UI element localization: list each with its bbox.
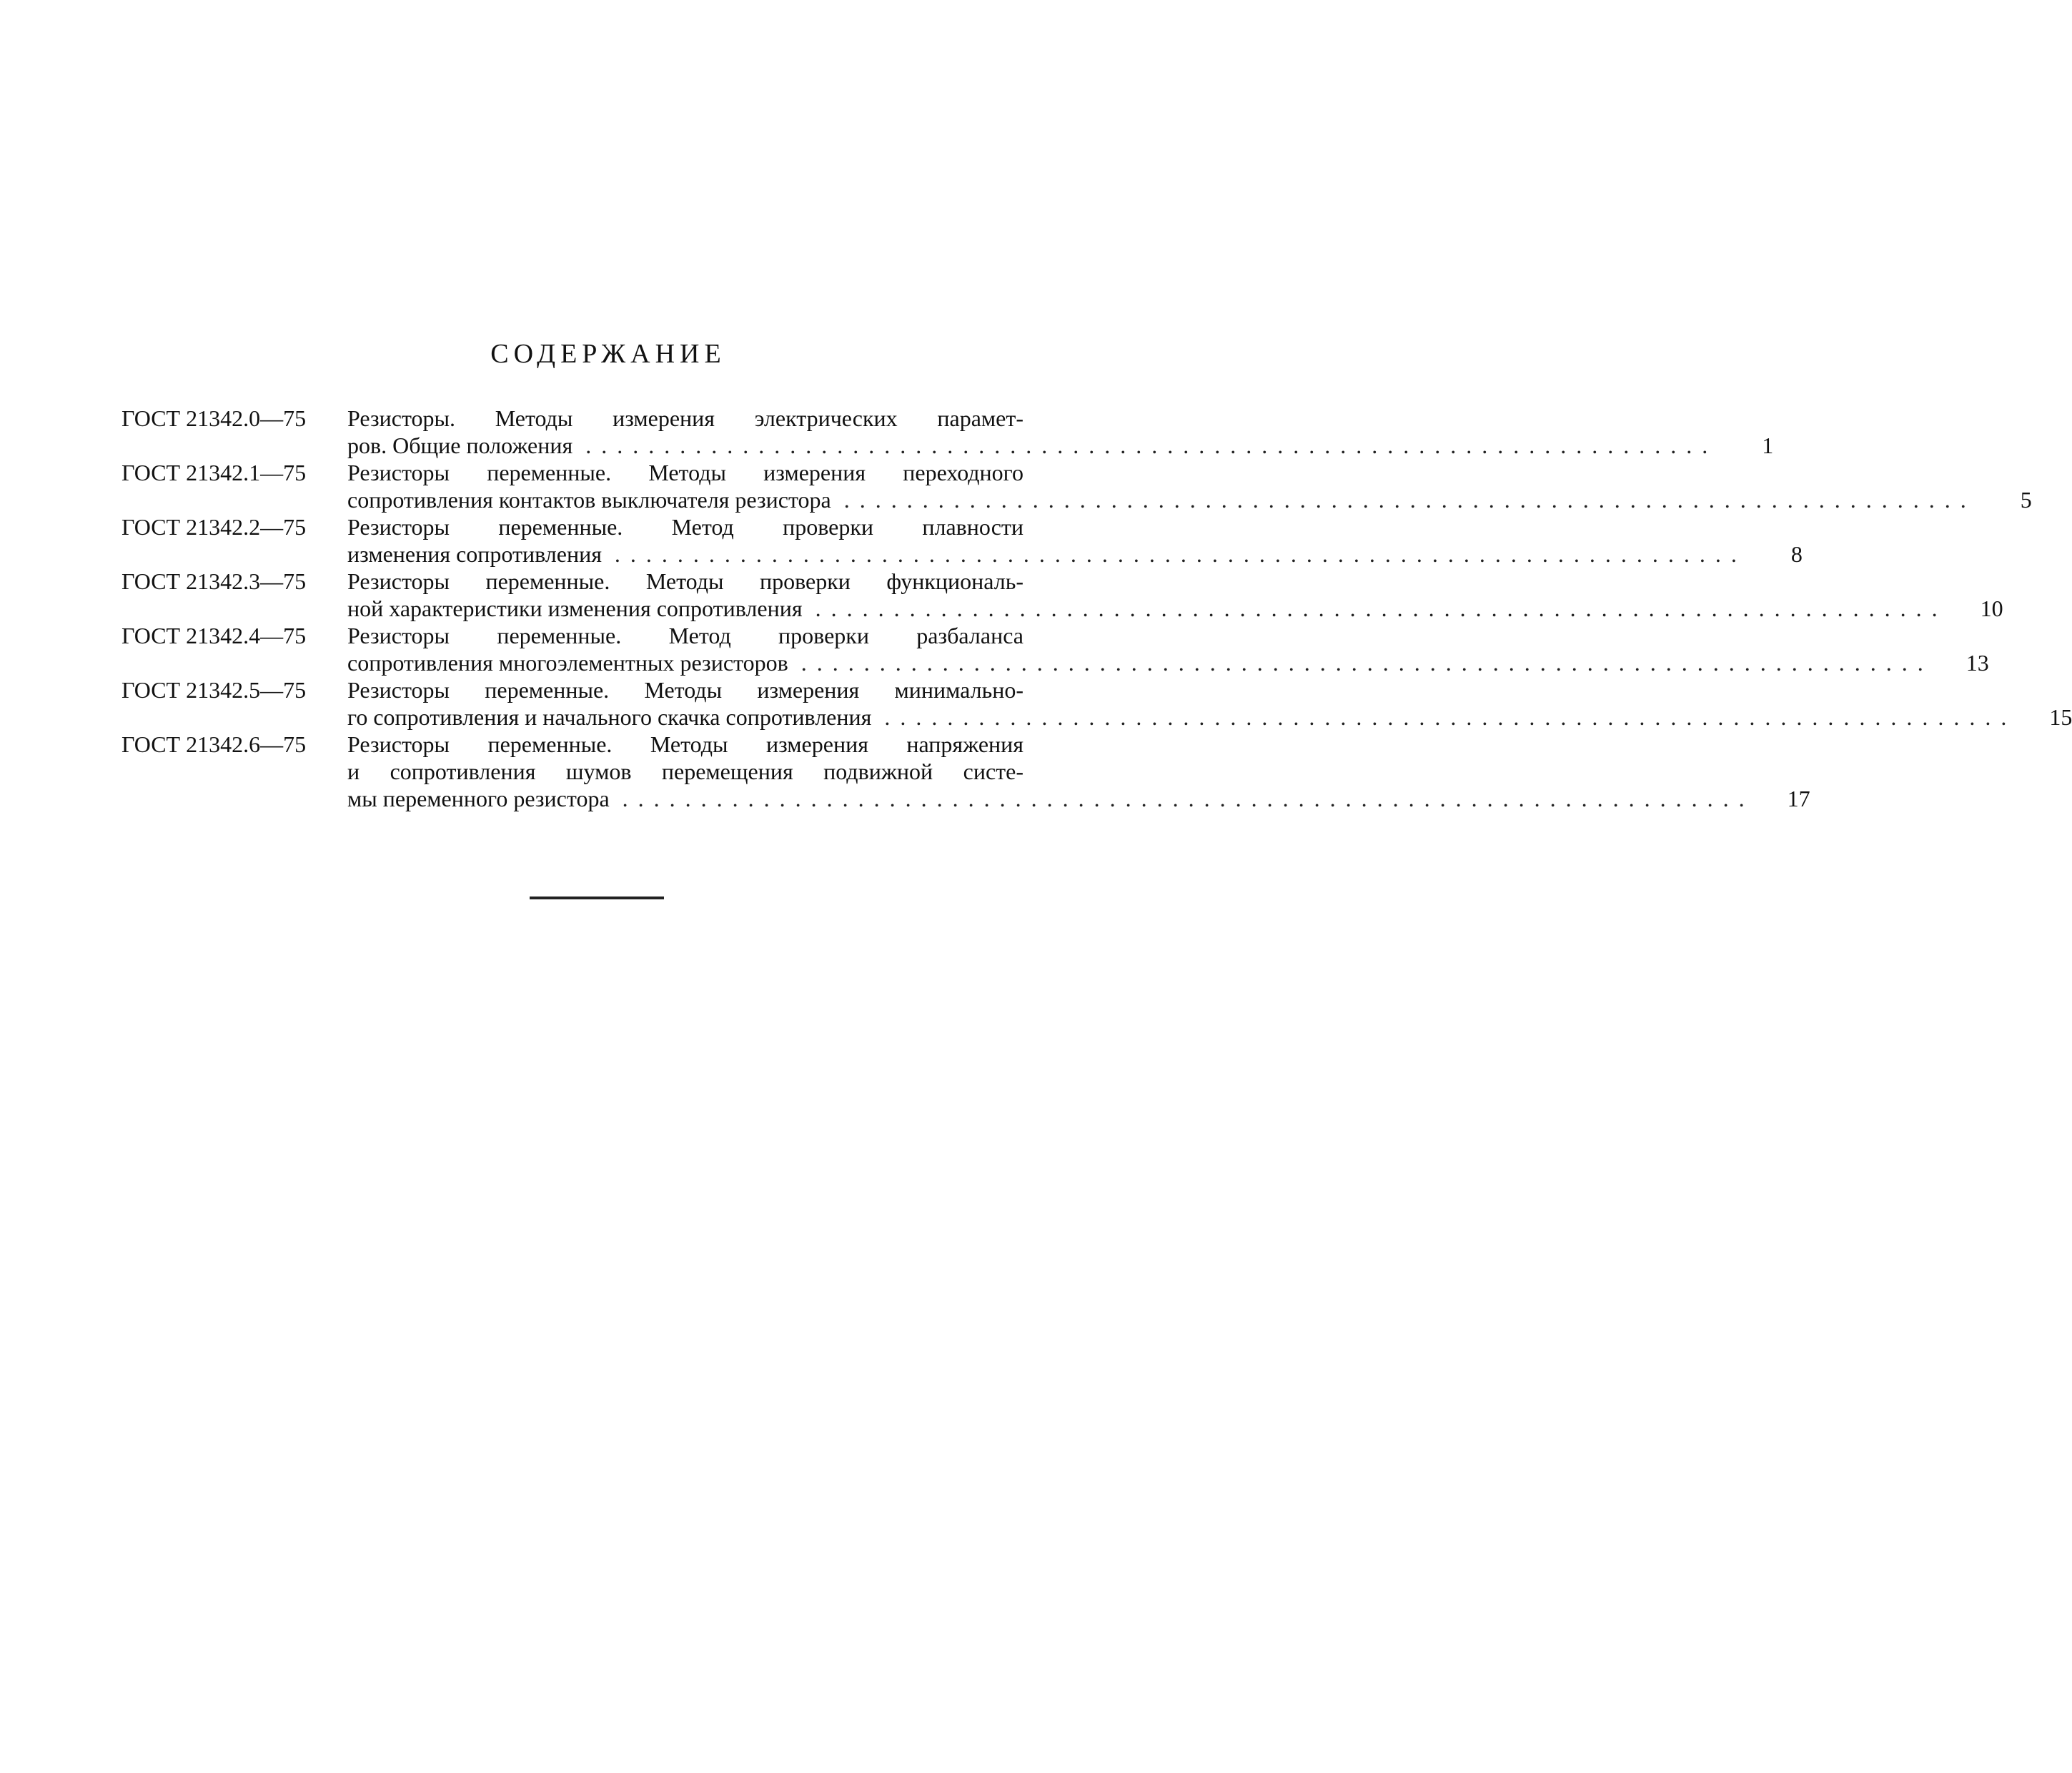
entry-title-line: Резисторы переменные. Методы измерения переходного: [347, 460, 1023, 485]
entry-title: [347, 513, 1803, 568]
entry-title: [347, 731, 1810, 812]
page-title: СОДЕРЖАНИЕ: [490, 339, 726, 369]
toc-entry: [122, 459, 2032, 513]
dot-leader: ........................................................................: [884, 704, 2017, 730]
entry-title-line: Резисторы переменные. Методы измерения напряжения: [347, 731, 1023, 757]
table-of-contents: [122, 405, 2072, 812]
dot-leader: ........................................................................: [843, 487, 1976, 513]
page-number: 15: [2049, 704, 2072, 730]
entry-title-line: го сопротивления и начального скачка сопротивления ........................................................................ 15: [347, 704, 2072, 730]
entry-title-line: ной характеристики изменения сопротивления ........................................................................ 10: [347, 596, 2003, 621]
entry-title: [347, 405, 1774, 459]
standard-code: ГОСТ 21342.4—75: [122, 623, 307, 648]
page-number: 1: [1762, 433, 1774, 458]
page-number: 8: [1790, 541, 1803, 567]
entry-title-line: Резисторы. Методы измерения электрических парамет-: [347, 405, 1023, 431]
dot-leader: ........................................................................: [800, 650, 1933, 676]
entry-title-line: Резисторы переменные. Метод проверки плавности: [347, 514, 1023, 540]
toc-entry: [122, 405, 1774, 459]
standard-code: ГОСТ 21342.2—75: [122, 514, 307, 540]
entry-title-line: мы переменного резистора ........................................................................ 17: [347, 786, 1810, 811]
dot-leader: ........................................................................: [815, 596, 1948, 621]
entry-title-line: сопротивления контактов выключателя резистора ........................................................................ 5: [347, 487, 2032, 513]
entry-title-line: Резисторы переменные. Метод проверки разбаланса: [347, 623, 1023, 648]
entry-title-line: Резисторы переменные. Методы измерения минимально-: [347, 677, 1023, 703]
toc-entry: [122, 622, 1989, 676]
entry-title: [347, 622, 1989, 676]
dot-leader: ........................................................................: [614, 541, 1747, 567]
dot-leader: ........................................................................: [585, 433, 1718, 458]
entry-title: [347, 676, 2072, 731]
dot-leader: ........................................................................: [622, 786, 1755, 811]
entry-title-line: сопротивления многоэлементных резисторов ........................................................................ 13: [347, 650, 1989, 676]
toc-entry: [122, 731, 1810, 812]
entry-title-line: Резисторы переменные. Методы проверки функциональ-: [347, 568, 1023, 594]
toc-entry: [122, 513, 1803, 568]
standard-code: ГОСТ 21342.5—75: [122, 677, 307, 703]
page-number: 17: [1787, 786, 1810, 811]
entry-title: [347, 568, 2003, 622]
standard-code: ГОСТ 21342.1—75: [122, 460, 307, 485]
page-number: 10: [1980, 596, 2003, 621]
toc-entry: [122, 676, 2072, 731]
standard-code: ГОСТ 21342.0—75: [122, 405, 307, 431]
closing-rule: [530, 897, 664, 899]
standard-code: ГОСТ 21342.3—75: [122, 568, 307, 594]
page-number: 5: [2020, 487, 2032, 513]
entry-title-line: изменения сопротивления ........................................................................ 8: [347, 541, 1803, 567]
entry-title-line: и сопротивления шумов перемещения подвижной систе-: [347, 759, 1023, 784]
entry-title: [347, 459, 2032, 513]
page-number: 13: [1966, 650, 1989, 676]
standard-code: ГОСТ 21342.6—75: [122, 731, 307, 757]
toc-entry: [122, 568, 2003, 622]
entry-title-line: ров. Общие положения ........................................................................ 1: [347, 433, 1774, 458]
